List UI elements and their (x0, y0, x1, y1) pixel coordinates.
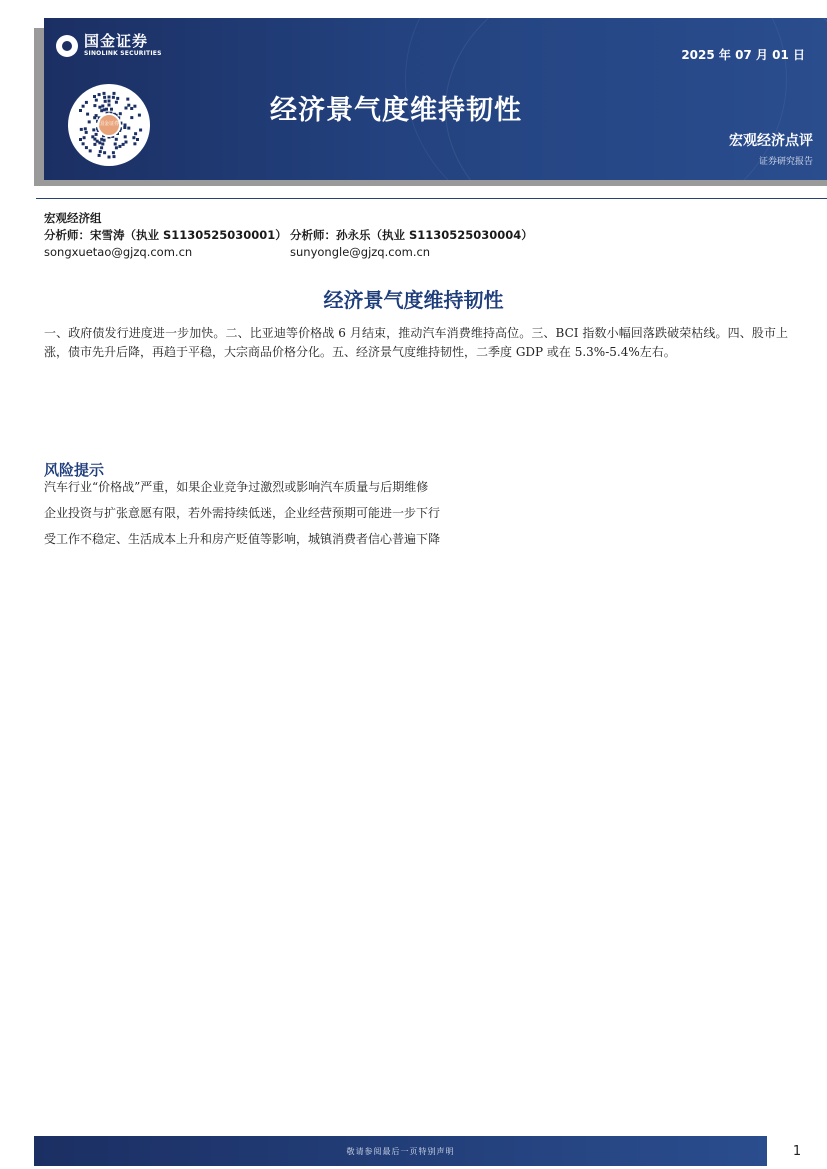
analyst-block (44, 210, 533, 261)
risk-heading: 风险提示 (44, 461, 105, 479)
analyst-group: 宏观经济组 (44, 211, 102, 225)
report-date: 2025 年 07 月 01 日 (681, 48, 805, 62)
page-number: 1 (792, 1143, 802, 1159)
footer-bar (34, 1136, 767, 1166)
report-type: 宏观经济点评 (729, 133, 813, 149)
analyst-1: 分析师：宋雪涛（执业 S1130525030001） (44, 228, 287, 242)
risk-item: 汽车行业“价格战”严重，如果企业竞争过激烈或影响汽车质量与后期维修 (44, 480, 429, 494)
logo-name-en: SINOLINK SECURITIES (84, 50, 162, 57)
header-divider (36, 198, 827, 199)
risk-item: 受工作不稳定、生活成本上升和房产贬值等影响，城镇消费者信心普遍下降 (44, 532, 441, 546)
footer-notice: 敬请参阅最后一页特别声明 (346, 1146, 455, 1156)
company-logo (56, 34, 162, 57)
banner-title: 经济景气度维持韧性 (270, 95, 522, 126)
summary-paragraph: 一、政府债发行进度进一步加快。二、比亚迪等价格战 6 月结束，推动汽车消费维持高位。三、BCI 指数小幅回落跌破荣枯线。四、股市上涨，债市先升后降，再趋于平稳，大宗商品价格分化。五、经济景气度维持韧性，二季度 GDP 或在 5.3%-5.4%左右。 (44, 326, 788, 359)
qr-code[interactable] (68, 84, 150, 166)
qr-center-logo: 国金证券 (97, 113, 121, 137)
risk-item: 企业投资与扩张意愿有限，若外需持续低迷，企业经营预期可能进一步下行 (44, 506, 441, 520)
page-title: 经济景气度维持韧性 (323, 288, 504, 312)
header-banner (44, 18, 827, 180)
report-subtitle: 证券研究报告 (758, 157, 813, 167)
risk-list (44, 480, 544, 558)
analyst-1-email[interactable]: songxuetao@gjzq.com.cn (44, 245, 193, 259)
analyst-2-email[interactable]: sunyongle@gjzq.com.cn (290, 245, 431, 259)
logo-name-cn: 国金证券 (84, 32, 149, 50)
logo-icon (56, 35, 78, 57)
analyst-2: 分析师：孙永乐（执业 S1130525030004） (290, 228, 533, 242)
